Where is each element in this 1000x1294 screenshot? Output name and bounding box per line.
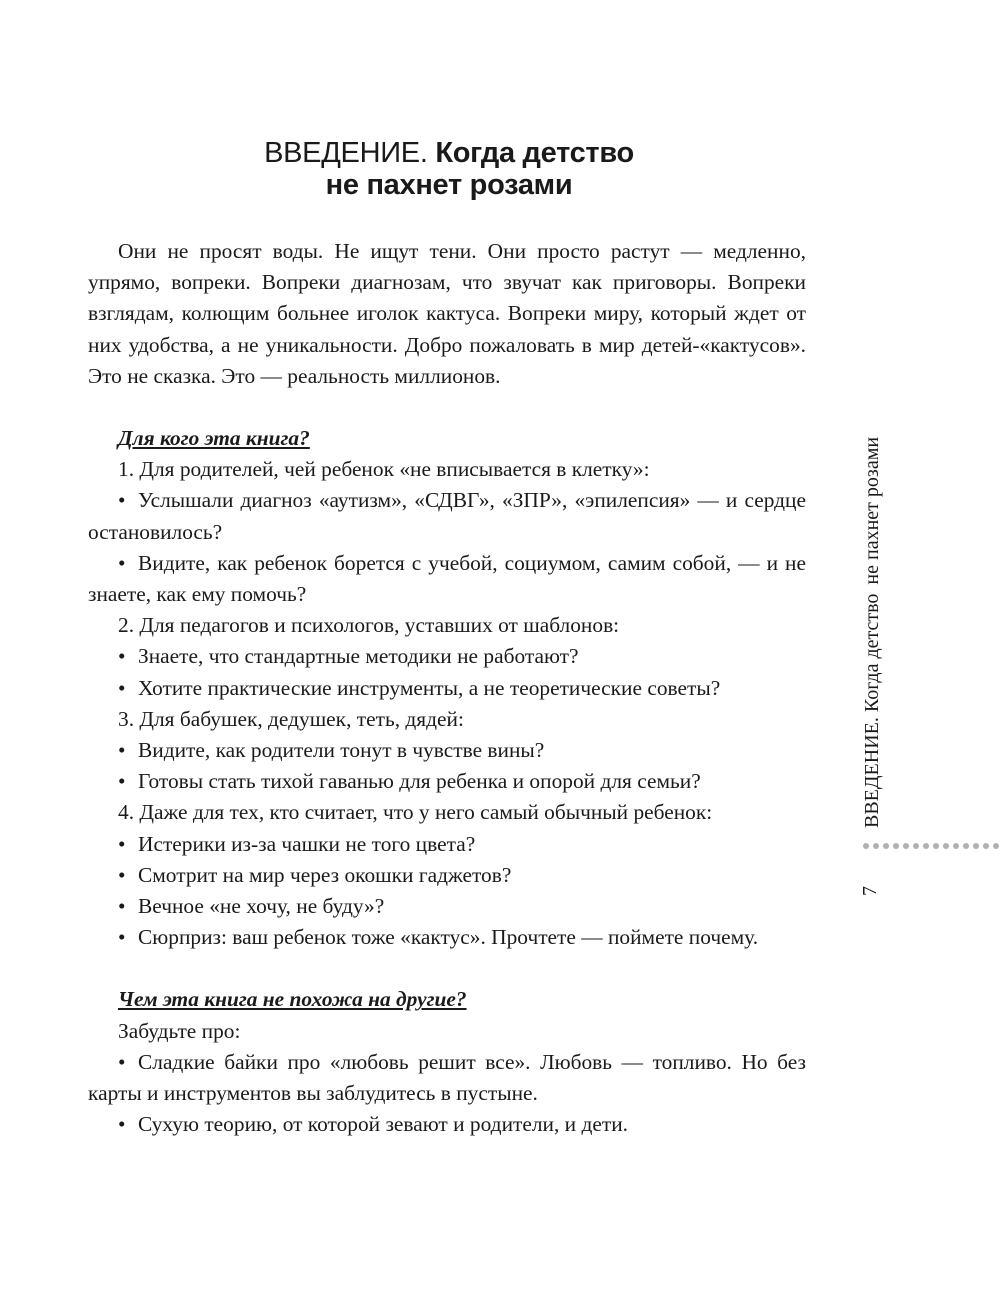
spacer — [88, 953, 806, 984]
rule-dot — [983, 843, 989, 849]
bullet-text: Знаете, что стандартные методики не работают? — [138, 644, 579, 669]
numbered-item: 4. Даже для тех, кто считает, что у него самый обычный ребенок: — [118, 800, 713, 825]
bullet-item — [88, 485, 806, 547]
running-head — [861, 436, 883, 828]
bullet-item — [88, 922, 806, 953]
rule-dot — [893, 843, 899, 849]
bullet-marker: • — [118, 862, 126, 887]
bullet-marker: • — [118, 488, 126, 513]
bullet-item — [88, 735, 806, 766]
bullet-marker: • — [118, 769, 126, 794]
rule-dot — [993, 843, 999, 849]
bullet-text: Видите, как ребенок борется с учебой, социумом, самим собой, — и не знаете, как ему помочь? — [88, 550, 806, 607]
bullet-marker: • — [118, 675, 126, 700]
numbered-item: 3. Для бабушек, дедушек, теть, дядей: — [118, 706, 464, 731]
bullet-item — [88, 766, 806, 797]
section-heading-difference: Чем эта книга не похожа на другие? — [118, 987, 467, 1012]
chapter-title-line1 — [0, 137, 898, 169]
bullet-text: Вечное «не хочу, не буду»? — [138, 894, 385, 919]
rule-dot — [973, 843, 979, 849]
page-number: 7 — [859, 886, 881, 896]
audience-list — [88, 454, 806, 953]
numbered-item: 2. Для педагогов и психологов, уставших от шаблонов: — [118, 613, 620, 638]
bullet-item — [88, 860, 806, 891]
bullet-text: Готовы стать тихой гаванью для ребенка и опорой для семьи? — [138, 769, 701, 794]
bullet-marker: • — [118, 1049, 126, 1074]
rule-dot — [923, 843, 929, 849]
bullet-text: Услышали диагноз «аутизм», «СДВГ», «ЗПР», «эпилепсия» — и сердце остановилось? — [88, 488, 806, 544]
chapter-title-bold-2: не пахнет розами — [325, 169, 573, 201]
bullet-marker: • — [118, 738, 126, 763]
decorative-dot-rule — [863, 843, 1000, 853]
bullet-marker: • — [118, 831, 126, 856]
running-head-prefix: ВВЕДЕНИЕ. — [861, 717, 883, 828]
bullet-text: Видите, как родители тонут в чувстве вины? — [138, 738, 545, 763]
rule-dot — [943, 843, 949, 849]
bullet-item — [88, 548, 806, 610]
body-text — [88, 236, 806, 1140]
running-head-part2: не пахнет розами — [861, 436, 883, 585]
bullet-item — [88, 829, 806, 860]
bullet-item — [88, 673, 806, 704]
bullet-item — [88, 1109, 806, 1140]
intro-paragraph: Они не просят воды. Не ищут тени. Они просто растут — медленно, упрямо, вопреки. Вопреки диагнозам, что звучат как приговоры. Вопреки взглядам, колющим больнее иголок кактуса. Вопреки миру, который ждет от них удобства, а не уникальности. Добро пожаловать в мир детей-«кактусов». Это не сказка. Это — реальность миллионов. — [88, 239, 806, 388]
rule-dot — [913, 843, 919, 849]
bullet-text: Хотите практические инструменты, а не теоретические советы? — [138, 675, 721, 700]
bullet-text: Сюрприз: ваш ребенок тоже «кактус». Прочтете — поймете почему. — [138, 925, 759, 950]
spacer — [88, 392, 806, 423]
chapter-title-bold-1: Когда детство — [435, 137, 634, 169]
bullet-text: Сухую теорию, от которой зевают и родители, и дети. — [138, 1112, 628, 1137]
rule-dot — [863, 843, 869, 849]
bullet-marker: • — [118, 925, 126, 950]
bullet-marker: • — [118, 550, 126, 575]
bullet-marker: • — [118, 894, 126, 919]
rule-dot — [903, 843, 909, 849]
bullet-text: Смотрит на мир через окошки гаджетов? — [138, 862, 512, 887]
chapter-title-prefix: ВВЕДЕНИЕ. — [264, 137, 428, 169]
bullet-marker: • — [118, 644, 126, 669]
rule-dot — [963, 843, 969, 849]
rule-dot — [883, 843, 889, 849]
rule-dot — [873, 843, 879, 849]
bullet-item — [88, 891, 806, 922]
bullet-item — [88, 641, 806, 672]
section-lead: Забудьте про: — [118, 1018, 241, 1043]
numbered-item: 1. Для родителей, чей ребенок «не вписывается в клетку»: — [118, 457, 650, 482]
difference-list — [88, 1047, 806, 1141]
chapter-title — [0, 137, 898, 201]
bullet-text: Сладкие байки про «любовь решит все». Любовь — топливо. Но без карты и инструментов вы заблудитесь в пустыне. — [88, 1049, 806, 1106]
rule-dot — [933, 843, 939, 849]
bullet-item — [88, 1047, 806, 1109]
running-head-part1: Когда детство — [861, 593, 883, 713]
bullet-text: Истерики из-за чашки не того цвета? — [138, 831, 476, 856]
bullet-marker: • — [118, 1112, 126, 1137]
rule-dot — [953, 843, 959, 849]
section-heading-audience: Для кого эта книга? — [118, 426, 310, 451]
